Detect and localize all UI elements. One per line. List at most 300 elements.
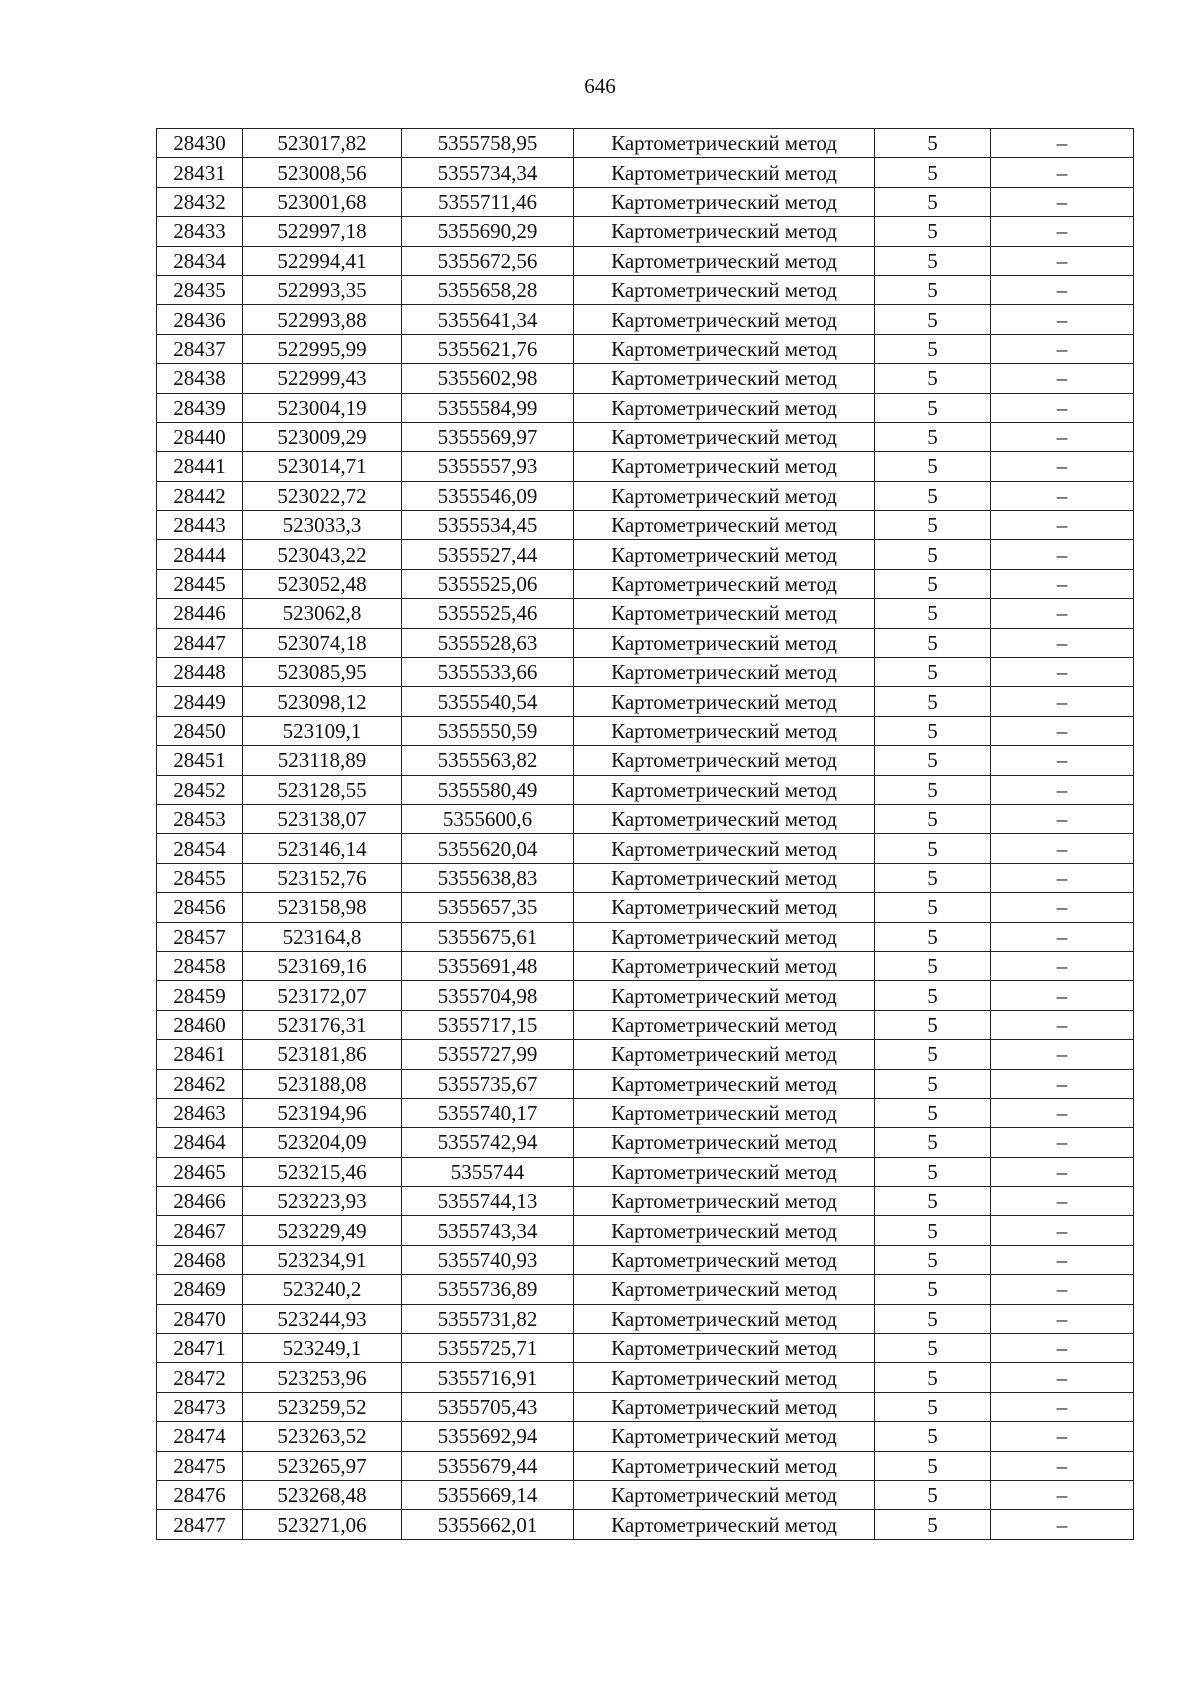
y-coordinate-cell: 5355525,06 xyxy=(402,569,574,598)
table-row xyxy=(157,1040,1134,1069)
x-coordinate-cell: 523223,93 xyxy=(243,1187,402,1216)
page-number: 646 xyxy=(584,74,616,98)
method-cell: Картометрический метод xyxy=(574,481,875,510)
table-row xyxy=(157,1510,1134,1539)
accuracy-cell: 5 xyxy=(875,422,991,451)
x-coordinate-cell: 523128,55 xyxy=(243,775,402,804)
method-cell: Картометрический метод xyxy=(574,187,875,216)
table-row xyxy=(157,569,1134,598)
accuracy-cell: 5 xyxy=(875,1451,991,1480)
table-row xyxy=(157,981,1134,1010)
table-row xyxy=(157,1216,1134,1245)
y-coordinate-cell: 5355563,82 xyxy=(402,746,574,775)
accuracy-cell: 5 xyxy=(875,1128,991,1157)
table-row xyxy=(157,1275,1134,1304)
accuracy-cell: 5 xyxy=(875,334,991,363)
point-number-cell: 28457 xyxy=(157,922,243,951)
y-coordinate-cell: 5355675,61 xyxy=(402,922,574,951)
accuracy-cell: 5 xyxy=(875,658,991,687)
y-coordinate-cell: 5355641,34 xyxy=(402,305,574,334)
method-cell: Картометрический метод xyxy=(574,1010,875,1039)
point-number-cell: 28472 xyxy=(157,1363,243,1392)
x-coordinate-cell: 523109,1 xyxy=(243,716,402,745)
table-row xyxy=(157,1363,1134,1392)
x-coordinate-cell: 523164,8 xyxy=(243,922,402,951)
x-coordinate-cell: 523259,52 xyxy=(243,1392,402,1421)
x-coordinate-cell: 523265,97 xyxy=(243,1451,402,1480)
description-cell: – xyxy=(991,863,1134,892)
method-cell: Картометрический метод xyxy=(574,334,875,363)
accuracy-cell: 5 xyxy=(875,1216,991,1245)
description-cell: – xyxy=(991,187,1134,216)
method-cell: Картометрический метод xyxy=(574,775,875,804)
y-coordinate-cell: 5355669,14 xyxy=(402,1480,574,1509)
point-number-cell: 28476 xyxy=(157,1480,243,1509)
point-number-cell: 28469 xyxy=(157,1275,243,1304)
x-coordinate-cell: 522993,88 xyxy=(243,305,402,334)
y-coordinate-cell: 5355744 xyxy=(402,1157,574,1186)
method-cell: Картометрический метод xyxy=(574,364,875,393)
method-cell: Картометрический метод xyxy=(574,1245,875,1274)
table-row xyxy=(157,834,1134,863)
accuracy-cell: 5 xyxy=(875,364,991,393)
y-coordinate-cell: 5355731,82 xyxy=(402,1304,574,1333)
y-coordinate-cell: 5355742,94 xyxy=(402,1128,574,1157)
method-cell: Картометрический метод xyxy=(574,981,875,1010)
point-number-cell: 28451 xyxy=(157,746,243,775)
table-row xyxy=(157,305,1134,334)
description-cell: – xyxy=(991,511,1134,540)
x-coordinate-cell: 523001,68 xyxy=(243,187,402,216)
x-coordinate-cell: 523022,72 xyxy=(243,481,402,510)
accuracy-cell: 5 xyxy=(875,951,991,980)
coordinates-table xyxy=(156,128,1134,1540)
description-cell: – xyxy=(991,834,1134,863)
description-cell: – xyxy=(991,1216,1134,1245)
y-coordinate-cell: 5355550,59 xyxy=(402,716,574,745)
table-row xyxy=(157,422,1134,451)
point-number-cell: 28444 xyxy=(157,540,243,569)
method-cell: Картометрический метод xyxy=(574,599,875,628)
accuracy-cell: 5 xyxy=(875,1069,991,1098)
point-number-cell: 28470 xyxy=(157,1304,243,1333)
y-coordinate-cell: 5355620,04 xyxy=(402,834,574,863)
x-coordinate-cell: 523085,95 xyxy=(243,658,402,687)
x-coordinate-cell: 523194,96 xyxy=(243,1098,402,1127)
table-row xyxy=(157,628,1134,657)
description-cell: – xyxy=(991,628,1134,657)
accuracy-cell: 5 xyxy=(875,922,991,951)
method-cell: Картометрический метод xyxy=(574,1304,875,1333)
x-coordinate-cell: 523263,52 xyxy=(243,1422,402,1451)
table-row xyxy=(157,1392,1134,1421)
y-coordinate-cell: 5355705,43 xyxy=(402,1392,574,1421)
y-coordinate-cell: 5355533,66 xyxy=(402,658,574,687)
x-coordinate-cell: 523008,56 xyxy=(243,158,402,187)
point-number-cell: 28434 xyxy=(157,246,243,275)
y-coordinate-cell: 5355691,48 xyxy=(402,951,574,980)
y-coordinate-cell: 5355727,99 xyxy=(402,1040,574,1069)
x-coordinate-cell: 523204,09 xyxy=(243,1128,402,1157)
description-cell: – xyxy=(991,1098,1134,1127)
y-coordinate-cell: 5355734,34 xyxy=(402,158,574,187)
x-coordinate-cell: 523118,89 xyxy=(243,746,402,775)
accuracy-cell: 5 xyxy=(875,775,991,804)
description-cell: – xyxy=(991,1040,1134,1069)
point-number-cell: 28447 xyxy=(157,628,243,657)
description-cell: – xyxy=(991,129,1134,158)
point-number-cell: 28475 xyxy=(157,1451,243,1480)
accuracy-cell: 5 xyxy=(875,981,991,1010)
point-number-cell: 28440 xyxy=(157,422,243,451)
method-cell: Картометрический метод xyxy=(574,1216,875,1245)
y-coordinate-cell: 5355662,01 xyxy=(402,1510,574,1539)
y-coordinate-cell: 5355580,49 xyxy=(402,775,574,804)
accuracy-cell: 5 xyxy=(875,393,991,422)
point-number-cell: 28448 xyxy=(157,658,243,687)
y-coordinate-cell: 5355717,15 xyxy=(402,1010,574,1039)
point-number-cell: 28437 xyxy=(157,334,243,363)
accuracy-cell: 5 xyxy=(875,1187,991,1216)
x-coordinate-cell: 523271,06 xyxy=(243,1510,402,1539)
method-cell: Картометрический метод xyxy=(574,569,875,598)
table-row xyxy=(157,863,1134,892)
description-cell: – xyxy=(991,481,1134,510)
description-cell: – xyxy=(991,687,1134,716)
table-row xyxy=(157,540,1134,569)
table-row xyxy=(157,1010,1134,1039)
point-number-cell: 28439 xyxy=(157,393,243,422)
x-coordinate-cell: 523152,76 xyxy=(243,863,402,892)
point-number-cell: 28432 xyxy=(157,187,243,216)
table-row xyxy=(157,246,1134,275)
y-coordinate-cell: 5355725,71 xyxy=(402,1334,574,1363)
method-cell: Картометрический метод xyxy=(574,129,875,158)
x-coordinate-cell: 522997,18 xyxy=(243,217,402,246)
y-coordinate-cell: 5355672,56 xyxy=(402,246,574,275)
accuracy-cell: 5 xyxy=(875,187,991,216)
x-coordinate-cell: 523234,91 xyxy=(243,1245,402,1274)
description-cell: – xyxy=(991,1392,1134,1421)
point-number-cell: 28468 xyxy=(157,1245,243,1274)
point-number-cell: 28463 xyxy=(157,1098,243,1127)
y-coordinate-cell: 5355621,76 xyxy=(402,334,574,363)
description-cell: – xyxy=(991,364,1134,393)
method-cell: Картометрический метод xyxy=(574,246,875,275)
y-coordinate-cell: 5355657,35 xyxy=(402,893,574,922)
method-cell: Картометрический метод xyxy=(574,951,875,980)
description-cell: – xyxy=(991,1451,1134,1480)
accuracy-cell: 5 xyxy=(875,1363,991,1392)
point-number-cell: 28445 xyxy=(157,569,243,598)
point-number-cell: 28465 xyxy=(157,1157,243,1186)
method-cell: Картометрический метод xyxy=(574,1128,875,1157)
accuracy-cell: 5 xyxy=(875,452,991,481)
method-cell: Картометрический метод xyxy=(574,804,875,833)
description-cell: – xyxy=(991,1187,1134,1216)
accuracy-cell: 5 xyxy=(875,834,991,863)
point-number-cell: 28464 xyxy=(157,1128,243,1157)
accuracy-cell: 5 xyxy=(875,1304,991,1333)
table-row xyxy=(157,481,1134,510)
x-coordinate-cell: 523158,98 xyxy=(243,893,402,922)
accuracy-cell: 5 xyxy=(875,1010,991,1039)
table-row xyxy=(157,129,1134,158)
point-number-cell: 28474 xyxy=(157,1422,243,1451)
table-row xyxy=(157,687,1134,716)
method-cell: Картометрический метод xyxy=(574,863,875,892)
method-cell: Картометрический метод xyxy=(574,1069,875,1098)
point-number-cell: 28443 xyxy=(157,511,243,540)
description-cell: – xyxy=(991,599,1134,628)
x-coordinate-cell: 523244,93 xyxy=(243,1304,402,1333)
table-row xyxy=(157,1334,1134,1363)
point-number-cell: 28430 xyxy=(157,129,243,158)
method-cell: Картометрический метод xyxy=(574,893,875,922)
table-row xyxy=(157,1157,1134,1186)
x-coordinate-cell: 523181,86 xyxy=(243,1040,402,1069)
y-coordinate-cell: 5355546,09 xyxy=(402,481,574,510)
y-coordinate-cell: 5355716,91 xyxy=(402,1363,574,1392)
x-coordinate-cell: 523188,08 xyxy=(243,1069,402,1098)
table-row xyxy=(157,187,1134,216)
accuracy-cell: 5 xyxy=(875,1422,991,1451)
y-coordinate-cell: 5355758,95 xyxy=(402,129,574,158)
y-coordinate-cell: 5355600,6 xyxy=(402,804,574,833)
x-coordinate-cell: 523253,96 xyxy=(243,1363,402,1392)
point-number-cell: 28456 xyxy=(157,893,243,922)
description-cell: – xyxy=(991,275,1134,304)
description-cell: – xyxy=(991,540,1134,569)
description-cell: – xyxy=(991,893,1134,922)
point-number-cell: 28452 xyxy=(157,775,243,804)
method-cell: Картометрический метод xyxy=(574,687,875,716)
y-coordinate-cell: 5355690,29 xyxy=(402,217,574,246)
accuracy-cell: 5 xyxy=(875,305,991,334)
description-cell: – xyxy=(991,1363,1134,1392)
description-cell: – xyxy=(991,334,1134,363)
description-cell: – xyxy=(991,452,1134,481)
point-number-cell: 28433 xyxy=(157,217,243,246)
y-coordinate-cell: 5355534,45 xyxy=(402,511,574,540)
accuracy-cell: 5 xyxy=(875,1510,991,1539)
accuracy-cell: 5 xyxy=(875,246,991,275)
description-cell: – xyxy=(991,1128,1134,1157)
accuracy-cell: 5 xyxy=(875,217,991,246)
description-cell: – xyxy=(991,569,1134,598)
table-row xyxy=(157,1480,1134,1509)
table-row xyxy=(157,658,1134,687)
accuracy-cell: 5 xyxy=(875,158,991,187)
table-row xyxy=(157,217,1134,246)
x-coordinate-cell: 523240,2 xyxy=(243,1275,402,1304)
accuracy-cell: 5 xyxy=(875,1480,991,1509)
accuracy-cell: 5 xyxy=(875,1334,991,1363)
x-coordinate-cell: 523249,1 xyxy=(243,1334,402,1363)
x-coordinate-cell: 523014,71 xyxy=(243,452,402,481)
table-row xyxy=(157,716,1134,745)
point-number-cell: 28471 xyxy=(157,1334,243,1363)
y-coordinate-cell: 5355584,99 xyxy=(402,393,574,422)
table-row xyxy=(157,746,1134,775)
x-coordinate-cell: 523268,48 xyxy=(243,1480,402,1509)
description-cell: – xyxy=(991,746,1134,775)
description-cell: – xyxy=(991,658,1134,687)
table-row xyxy=(157,1069,1134,1098)
y-coordinate-cell: 5355540,54 xyxy=(402,687,574,716)
point-number-cell: 28449 xyxy=(157,687,243,716)
description-cell: – xyxy=(991,305,1134,334)
point-number-cell: 28446 xyxy=(157,599,243,628)
accuracy-cell: 5 xyxy=(875,1157,991,1186)
point-number-cell: 28458 xyxy=(157,951,243,980)
table-row xyxy=(157,893,1134,922)
table-row xyxy=(157,511,1134,540)
method-cell: Картометрический метод xyxy=(574,834,875,863)
method-cell: Картометрический метод xyxy=(574,1451,875,1480)
method-cell: Картометрический метод xyxy=(574,158,875,187)
point-number-cell: 28466 xyxy=(157,1187,243,1216)
method-cell: Картометрический метод xyxy=(574,1480,875,1509)
accuracy-cell: 5 xyxy=(875,540,991,569)
point-number-cell: 28455 xyxy=(157,863,243,892)
description-cell: – xyxy=(991,775,1134,804)
accuracy-cell: 5 xyxy=(875,1275,991,1304)
method-cell: Картометрический метод xyxy=(574,1098,875,1127)
accuracy-cell: 5 xyxy=(875,599,991,628)
description-cell: – xyxy=(991,1275,1134,1304)
description-cell: – xyxy=(991,1480,1134,1509)
x-coordinate-cell: 522999,43 xyxy=(243,364,402,393)
table-row xyxy=(157,364,1134,393)
x-coordinate-cell: 523172,07 xyxy=(243,981,402,1010)
table-row xyxy=(157,158,1134,187)
table-row xyxy=(157,951,1134,980)
x-coordinate-cell: 522994,41 xyxy=(243,246,402,275)
y-coordinate-cell: 5355557,93 xyxy=(402,452,574,481)
y-coordinate-cell: 5355740,17 xyxy=(402,1098,574,1127)
x-coordinate-cell: 522995,99 xyxy=(243,334,402,363)
accuracy-cell: 5 xyxy=(875,716,991,745)
description-cell: – xyxy=(991,1069,1134,1098)
x-coordinate-cell: 523052,48 xyxy=(243,569,402,598)
method-cell: Картометрический метод xyxy=(574,1275,875,1304)
description-cell: – xyxy=(991,422,1134,451)
x-coordinate-cell: 523004,19 xyxy=(243,393,402,422)
x-coordinate-cell: 523043,22 xyxy=(243,540,402,569)
table-row xyxy=(157,393,1134,422)
x-coordinate-cell: 523169,16 xyxy=(243,951,402,980)
point-number-cell: 28431 xyxy=(157,158,243,187)
point-number-cell: 28441 xyxy=(157,452,243,481)
y-coordinate-cell: 5355658,28 xyxy=(402,275,574,304)
x-coordinate-cell: 523017,82 xyxy=(243,129,402,158)
method-cell: Картометрический метод xyxy=(574,716,875,745)
accuracy-cell: 5 xyxy=(875,129,991,158)
method-cell: Картометрический метод xyxy=(574,422,875,451)
x-coordinate-cell: 523215,46 xyxy=(243,1157,402,1186)
accuracy-cell: 5 xyxy=(875,481,991,510)
description-cell: – xyxy=(991,716,1134,745)
method-cell: Картометрический метод xyxy=(574,217,875,246)
point-number-cell: 28442 xyxy=(157,481,243,510)
point-number-cell: 28438 xyxy=(157,364,243,393)
accuracy-cell: 5 xyxy=(875,804,991,833)
description-cell: – xyxy=(991,1010,1134,1039)
description-cell: – xyxy=(991,1510,1134,1539)
method-cell: Картометрический метод xyxy=(574,452,875,481)
point-number-cell: 28467 xyxy=(157,1216,243,1245)
method-cell: Картометрический метод xyxy=(574,1334,875,1363)
method-cell: Картометрический метод xyxy=(574,1187,875,1216)
x-coordinate-cell: 523176,31 xyxy=(243,1010,402,1039)
x-coordinate-cell: 523229,49 xyxy=(243,1216,402,1245)
table-row xyxy=(157,599,1134,628)
description-cell: – xyxy=(991,217,1134,246)
method-cell: Картометрический метод xyxy=(574,540,875,569)
method-cell: Картометрический метод xyxy=(574,746,875,775)
method-cell: Картометрический метод xyxy=(574,1040,875,1069)
table-row xyxy=(157,1187,1134,1216)
accuracy-cell: 5 xyxy=(875,1040,991,1069)
table-row xyxy=(157,1098,1134,1127)
x-coordinate-cell: 523146,14 xyxy=(243,834,402,863)
x-coordinate-cell: 523009,29 xyxy=(243,422,402,451)
accuracy-cell: 5 xyxy=(875,1245,991,1274)
table-row xyxy=(157,1245,1134,1274)
table-row xyxy=(157,1128,1134,1157)
description-cell: – xyxy=(991,1334,1134,1363)
method-cell: Картометрический метод xyxy=(574,1363,875,1392)
y-coordinate-cell: 5355704,98 xyxy=(402,981,574,1010)
table-row xyxy=(157,334,1134,363)
method-cell: Картометрический метод xyxy=(574,658,875,687)
point-number-cell: 28462 xyxy=(157,1069,243,1098)
table-row xyxy=(157,775,1134,804)
y-coordinate-cell: 5355736,89 xyxy=(402,1275,574,1304)
accuracy-cell: 5 xyxy=(875,511,991,540)
x-coordinate-cell: 523098,12 xyxy=(243,687,402,716)
y-coordinate-cell: 5355740,93 xyxy=(402,1245,574,1274)
x-coordinate-cell: 523074,18 xyxy=(243,628,402,657)
accuracy-cell: 5 xyxy=(875,893,991,922)
table-row xyxy=(157,1304,1134,1333)
point-number-cell: 28461 xyxy=(157,1040,243,1069)
x-coordinate-cell: 523138,07 xyxy=(243,804,402,833)
method-cell: Картометрический метод xyxy=(574,393,875,422)
y-coordinate-cell: 5355743,34 xyxy=(402,1216,574,1245)
point-number-cell: 28477 xyxy=(157,1510,243,1539)
accuracy-cell: 5 xyxy=(875,1392,991,1421)
description-cell: – xyxy=(991,804,1134,833)
table-row xyxy=(157,1451,1134,1480)
table-row xyxy=(157,1422,1134,1451)
accuracy-cell: 5 xyxy=(875,1098,991,1127)
description-cell: – xyxy=(991,981,1134,1010)
y-coordinate-cell: 5355528,63 xyxy=(402,628,574,657)
y-coordinate-cell: 5355692,94 xyxy=(402,1422,574,1451)
y-coordinate-cell: 5355569,97 xyxy=(402,422,574,451)
accuracy-cell: 5 xyxy=(875,628,991,657)
method-cell: Картометрический метод xyxy=(574,1510,875,1539)
description-cell: – xyxy=(991,1422,1134,1451)
accuracy-cell: 5 xyxy=(875,746,991,775)
accuracy-cell: 5 xyxy=(875,569,991,598)
table-row xyxy=(157,452,1134,481)
description-cell: – xyxy=(991,158,1134,187)
point-number-cell: 28436 xyxy=(157,305,243,334)
y-coordinate-cell: 5355679,44 xyxy=(402,1451,574,1480)
